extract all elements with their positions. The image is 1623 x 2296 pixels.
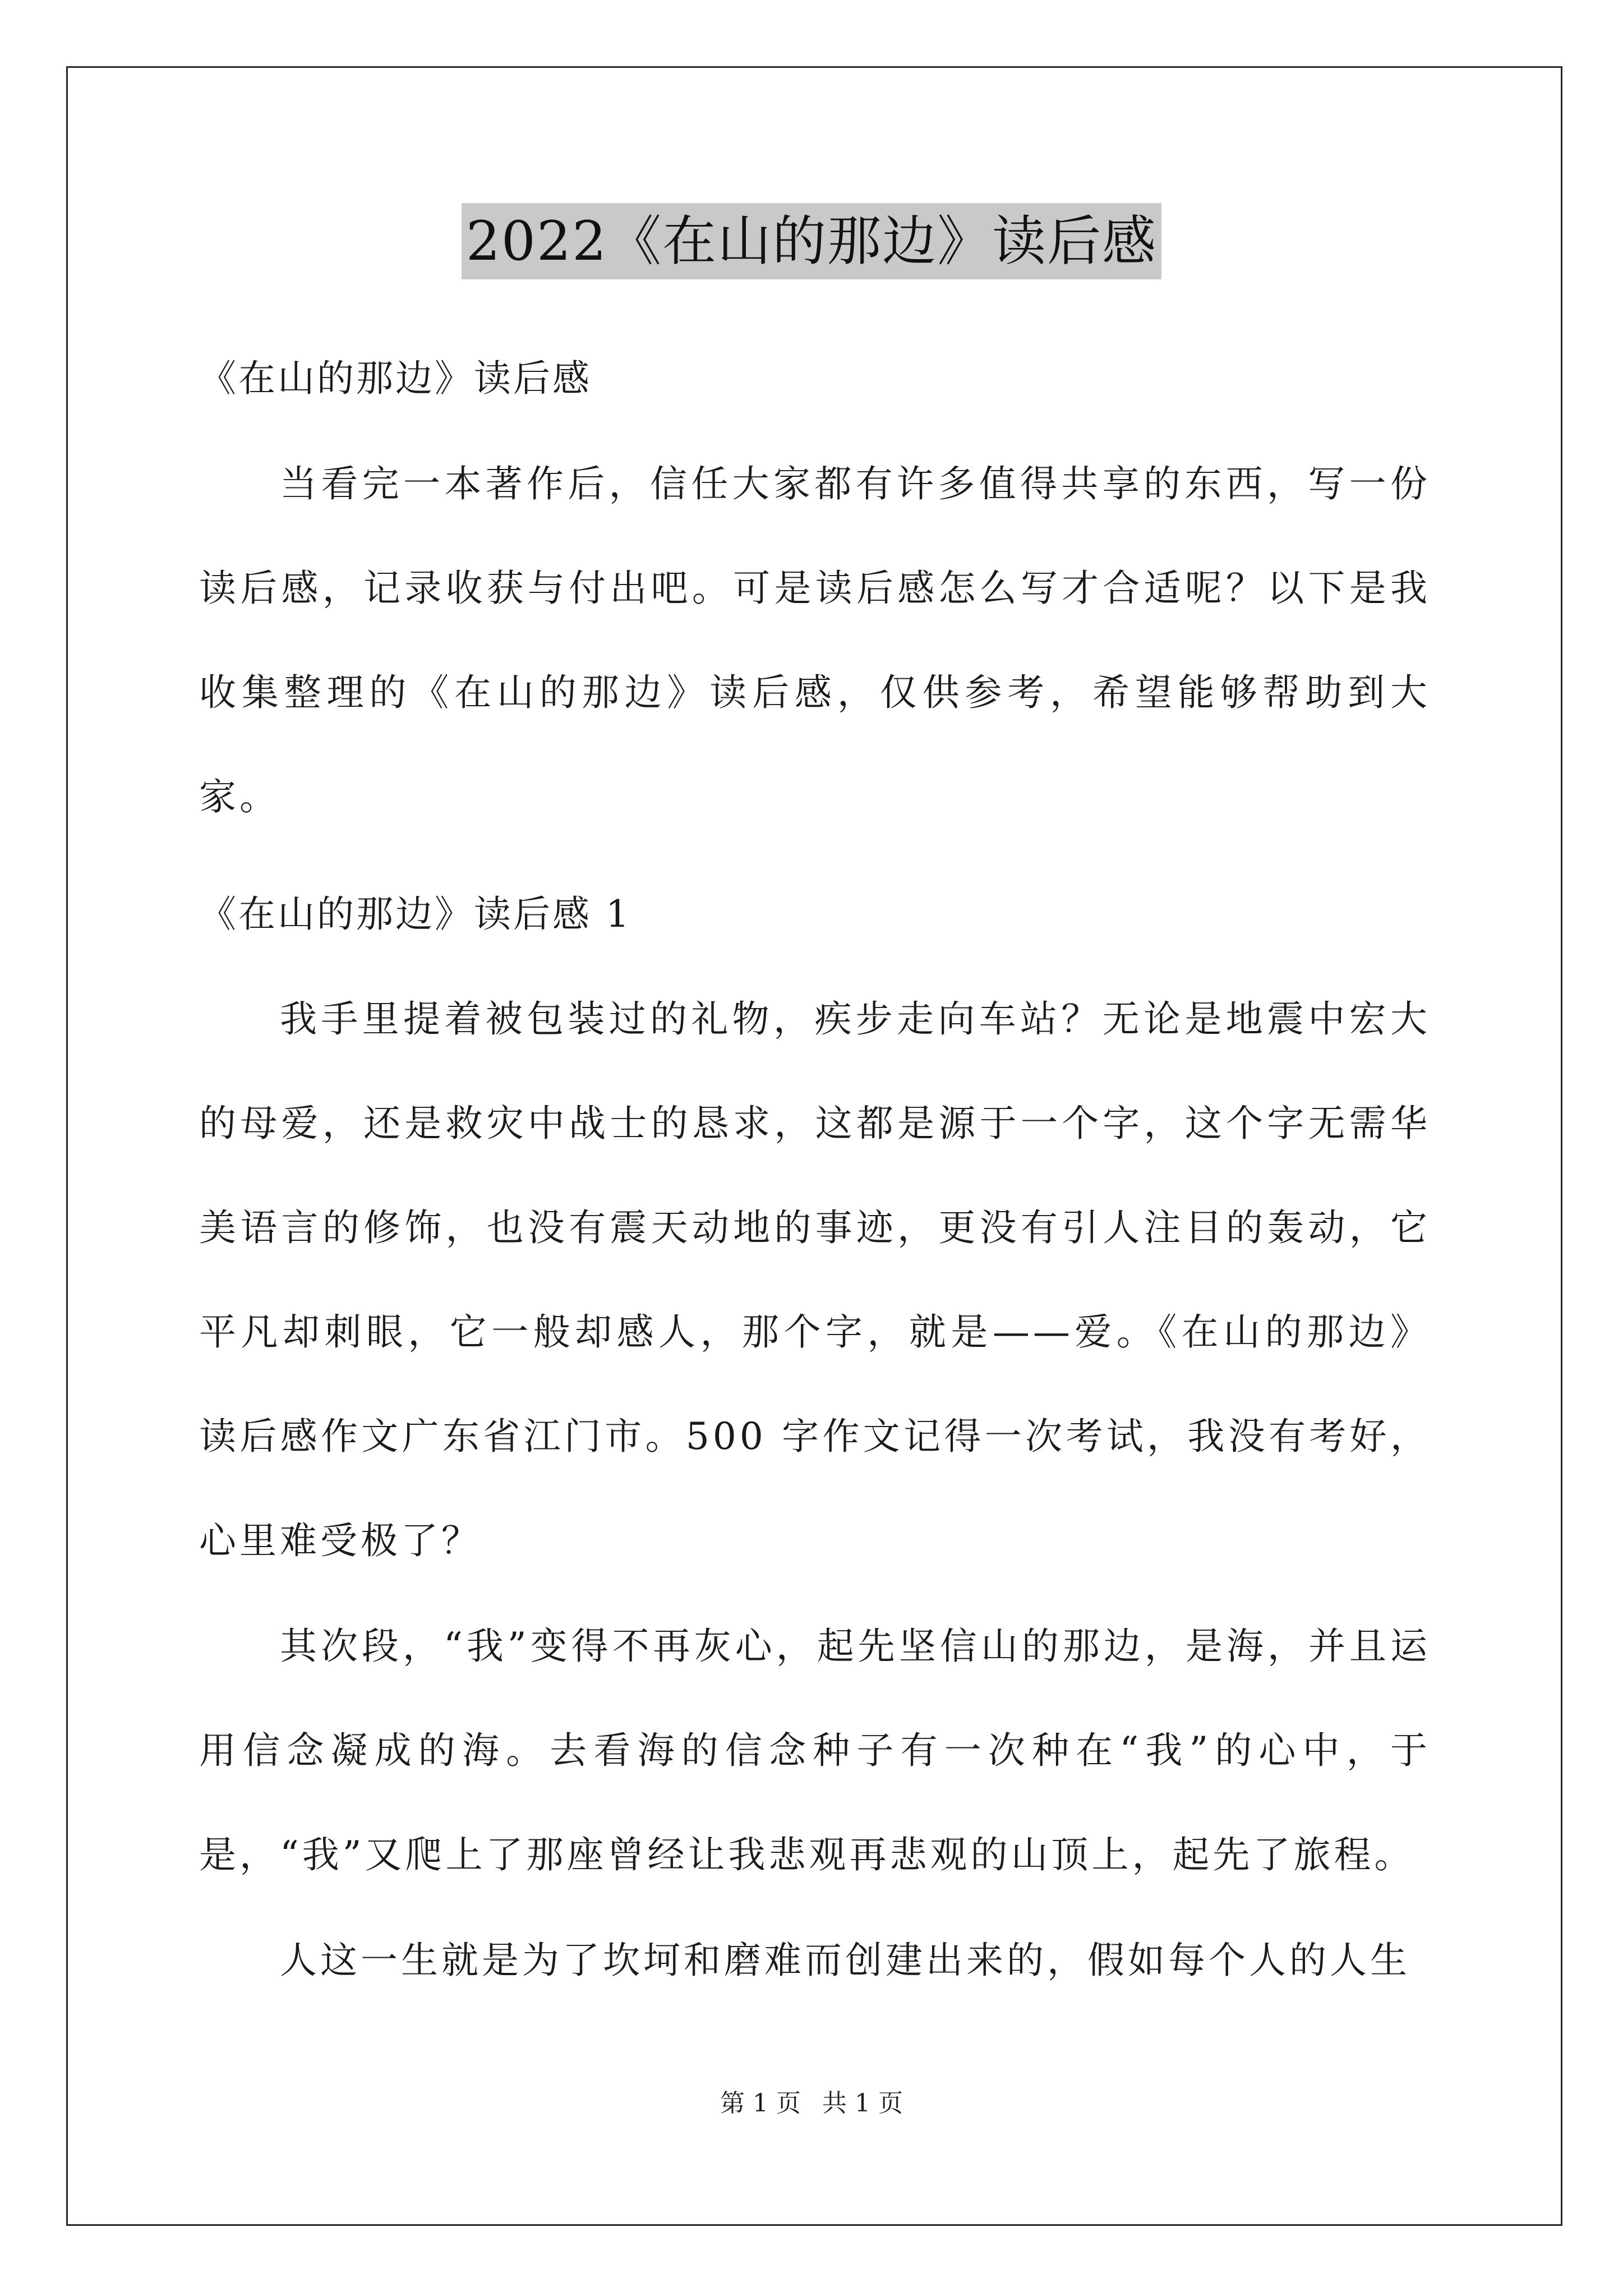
paragraph-2: 其次段，“我”变得不再灰心，起先坚信山的那边，是海，并且运用信念凝成的海。去看海的信念种子有一次种在“我”的心中，于是，“我”又爬上了那座曾经让我悲观再悲观的山顶上，起先了旅程。 <box>199 1625 1431 1876</box>
title-container <box>0 203 1623 279</box>
page-number-current: 第 1 页 <box>720 2089 801 2118</box>
page-footer <box>0 2087 1623 2120</box>
intro-heading: 《在山的那边》读后感 <box>199 357 592 400</box>
section1-heading: 《在山的那边》读后感 1 <box>199 892 631 936</box>
intro-paragraph: 当看完一本著作后，信任大家都有许多值得共享的东西，写一份读后感，记录收获与付出吧。可是读后感怎么写才合适呢？以下是我收集整理的《在山的那边》读后感，仅供参考，希望能够帮助到大家。 <box>199 462 1431 818</box>
paragraph-1: 我手里提着被包装过的礼物，疾步走向车站？无论是地震中宏大的母爱，还是救灾中战士的恳求，这都是源于一个字，这个字无需华美语言的修饰，也没有震天动地的事迹，更没有引人注目的轰动，它平凡却刺眼，它一般却感人，那个字，就是——爱。《在山的那边》读后感作文广东省江门市。500 字作文记得一次考试，我没有考好，心里难受极了？ <box>199 997 1431 1562</box>
page-number-total: 共 1 页 <box>822 2089 903 2118</box>
document-title: 2022《在山的那边》读后感 <box>462 203 1161 279</box>
paragraph-3: 人这一生就是为了坎坷和磨难而创建出来的，假如每个人的人生 <box>280 1939 1410 1982</box>
